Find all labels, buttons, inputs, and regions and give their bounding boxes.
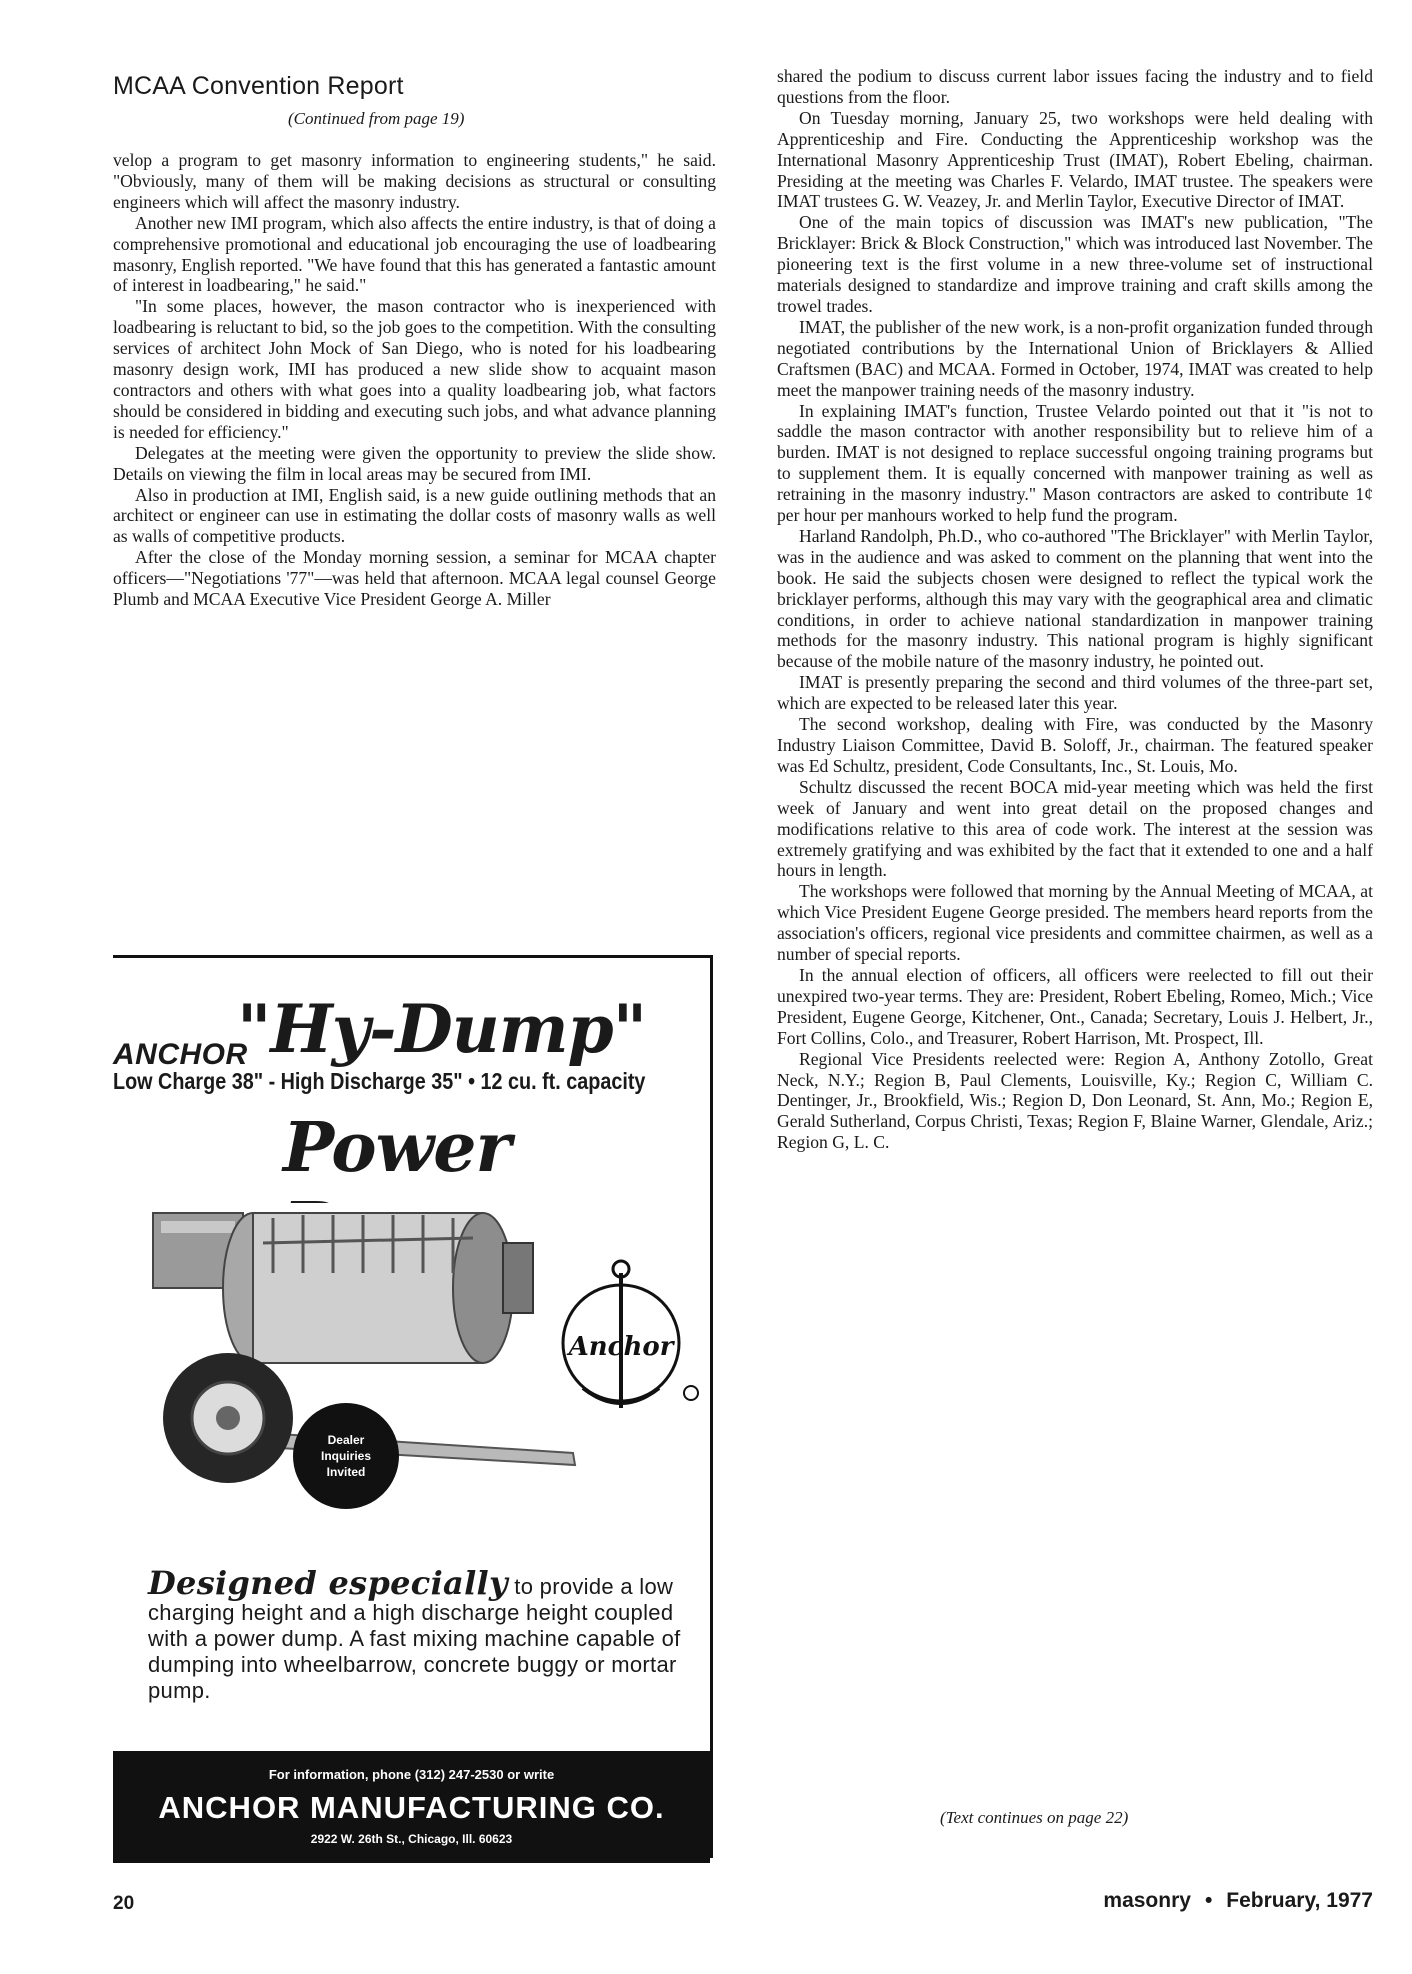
paragraph: IMAT, the publisher of the new work, is a non-profit organization funded through negotiated contributions by the International Union of Bricklayers & Allied Craftsmen (BAC) and MCAA. Formed in October, 1974, IMAT was created to help meet the manpower training needs of the masonry industry. xyxy=(777,316,1373,400)
badge-line: Inquiries xyxy=(320,1449,371,1463)
ad-description-body: to provide a low charging height and a high discharge height coupled with a power dump. A fast mixing machine capable of dumping into wheelbarrow, concrete buggy or mortar pump. xyxy=(148,1574,681,1703)
paragraph: Schultz discussed the recent BOCA mid-year meeting which was held the first week of January and went into great detail on the proposed changes and modifications relative to this area of code work. The interest at the session was extremely gratifying and was exhibited by the fact that it extended to one and a half hours in length. xyxy=(777,776,1373,881)
ad-address: 2922 W. 26th St., Chicago, Ill. 60623 xyxy=(310,1832,513,1846)
ad-description-lead: Designed especially xyxy=(148,1564,508,1602)
ad-brand: ANCHOR xyxy=(113,1038,248,1071)
magazine-name: masonry xyxy=(1103,1889,1191,1912)
paragraph: On Tuesday morning, January 25, two workshops were held dealing with Apprenticeship and Fire. Conducting the Apprenticeship workshop was the International Masonry Apprenticeship Trust (IMAT), Robert Ebeling, chairman. Presiding at the meeting was Charles F. Velardo, IMAT trustee. The speakers were IMAT trustees G. W. Veazey, Jr. and Merlin Taylor, Executive Director of IMAT. xyxy=(777,107,1373,212)
paragraph: Delegates at the meeting were given the opportunity to preview the slide show. Details on viewing the film in local areas may be secured from IMI. xyxy=(113,442,716,484)
left-column xyxy=(113,150,716,610)
badge-line: Invited xyxy=(326,1465,366,1479)
paragraph: The second workshop, dealing with Fire, was conducted by the Masonry Industry Liaison Committee, David B. Soloff, Jr., chairman. The featured speaker was Ed Schultz, president, Code Consultants, Inc., St. Louis, Mo. xyxy=(777,714,1373,776)
dealer-inquiries-badge xyxy=(293,1403,399,1509)
paragraph: In explaining IMAT's function, Trustee Velardo pointed out that it "is not to saddle the mason contractor with another responsibility but to relieve him of a burden. IMAT is not designed to replace successful ongoing training programs but to supplement them. It is equally concerned with manpower training as well as retraining in the masonry industry." Mason contractors are asked to contribute 1¢ per hour per manhours worked to help fund the program. xyxy=(777,400,1373,526)
paragraph: One of the main topics of discussion was IMAT's new publication, "The Bricklayer: Brick & Block Construction," which was introduced last November. The pioneering text is the first volume in a new three-volume set of instructional materials designed to standardize and improve training and craft skills among the trowel trades. xyxy=(777,212,1373,316)
paragraph: Another new IMI program, which also affects the entire industry, is that of doing a comprehensive promotional and educational job encouraging the use of loadbearing masonry, English reported. "We have found that this has generated a fantastic amount of interest in loadbearing," he said." xyxy=(113,212,716,296)
issue-date: February, 1977 xyxy=(1226,1889,1373,1912)
continued-from-note: (Continued from page 19) xyxy=(288,109,465,128)
running-footer xyxy=(1103,1889,1373,1913)
anchor-logo-text: Anchor xyxy=(568,1332,674,1362)
paragraph: In the annual election of officers, all officers were reelected to fill out their unexpired two-year terms. They are: President, Robert Ebeling, Romeo, Mich.; Vice President, Eugene George, Kitchener, Ont., Canada; Secretary, Louis J. Helbert, Jr., Fort Collins, Colo., and Treasurer, Robert Harrison, Mt. Prospect, Ill. xyxy=(777,964,1373,1048)
footer-bullet: • xyxy=(1204,1889,1213,1912)
paragraph: shared the podium to discuss current labor issues facing the industry and to field questions from the floor. xyxy=(777,66,1373,107)
ad-description xyxy=(148,1564,693,1704)
section-title: MCAA Convention Report xyxy=(113,72,404,100)
ad-contact-info: For information, phone (312) 247-2530 or write xyxy=(268,1767,555,1782)
paragraph: After the close of the Monday morning session, a seminar for MCAA chapter officers—"Negotiations '77"—was held that afternoon. MCAA legal counsel George Plumb and MCAA Executive Vice President George A. Miller xyxy=(113,547,716,610)
ad-product-name: "Hy-Dump" xyxy=(237,990,647,1068)
paragraph: Harland Randolph, Ph.D., who co-authored "The Bricklayer" with Merlin Taylor, was in the audience and was asked to comment on the planning that went into the book. He said the subjects chosen were designed to reflect the typical work the bricklayer performs, although this may vary with the geographical area and climatic conditions, in order to achieve national standardization in manpower training methods for the masonry industry. This national program is highly significant because of the mobile nature of the masonry industry, he pointed out. xyxy=(777,525,1373,672)
paragraph: "In some places, however, the mason contractor who is inexperienced with loadbearing is reluctant to bid, so the job goes to the competition. With the consulting services of architect John Mock of San Diego, who is noted for his loadbearing masonry design work, IMI has produced a new slide show to acquaint mason contractors and others with what goes into a quality loadbearing job, what factors should be considered in bidding and executing such jobs, and what advance planning is needed for efficiency." xyxy=(113,296,716,442)
badge-line: Dealer xyxy=(327,1433,365,1447)
page-number: 20 xyxy=(113,1893,135,1914)
ad-spec-line: Low Charge 38" - High Discharge 35" • 12 cu. ft. capacity xyxy=(113,1068,646,1094)
advertisement xyxy=(113,955,713,1858)
paragraph: IMAT is presently preparing the second and third volumes of the three-part set, which are expected to be released later this year. xyxy=(777,672,1373,714)
ad-company-name: ANCHOR MANUFACTURING CO. xyxy=(158,1790,665,1825)
right-column xyxy=(777,66,1373,1153)
paragraph: Also in production at IMI, English said, is a new guide outlining methods that an architect or engineer can use in estimating the dollar costs of masonry walls as well as walls of competitive products. xyxy=(113,484,716,547)
paragraph: velop a program to get masonry information to engineering students," he said. "Obviously, many of them will be making decisions as structural or consulting engineers which will affect the masonry industry. xyxy=(113,150,716,212)
paragraph: The workshops were followed that morning by the Annual Meeting of MCAA, at which Vice President Eugene George presided. The members heard reports from the association's officers, regional vice presidents and committee chairmen, as well as a number of special reports. xyxy=(777,881,1373,965)
continued-to-note: (Text continues on page 22) xyxy=(940,1808,1129,1827)
mixer-photo xyxy=(143,1203,703,1533)
paragraph: Regional Vice Presidents reelected were: Region A, Anthony Zotollo, Great Neck, N.Y.; Region B, Paul Clements, Louisville, Ky.; Region C, William C. Dentinger, Jr., Brookfield, Wis.; Region D, Don Leonard, St. Ann, Mo.; Region E, Gerald Sutherland, Corpus Christi, Texas; Region F, Blaine Warner, Glendale, Ariz.; Region G, L. C. xyxy=(777,1048,1373,1153)
ad-contact-box xyxy=(113,1751,710,1863)
ad-headline: Power xyxy=(283,1108,511,1188)
